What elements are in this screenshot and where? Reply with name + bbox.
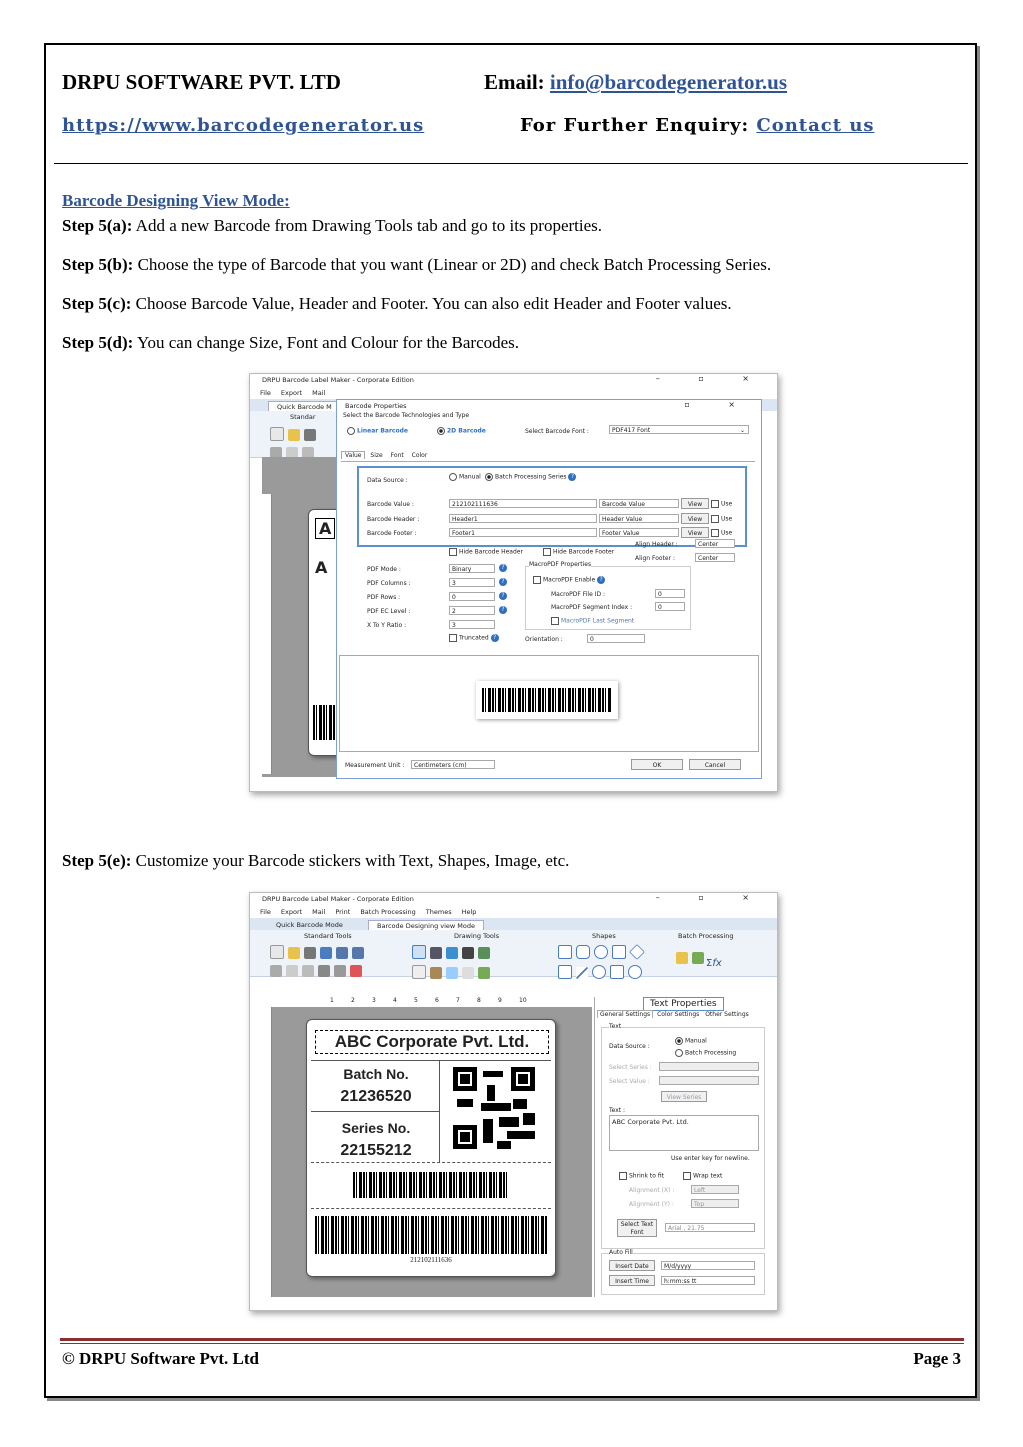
step-text: Choose the type of Barcode that you want (Linear or 2D) and check Batch Processing Series. bbox=[137, 255, 772, 274]
menu-print[interactable]: Print bbox=[335, 908, 351, 916]
enquiry-label: For Further Enquiry: bbox=[520, 115, 750, 136]
new-icon[interactable] bbox=[270, 427, 284, 441]
text-label: Text : bbox=[609, 1107, 626, 1114]
exit-icon[interactable] bbox=[350, 965, 362, 977]
menu-themes[interactable]: Themes bbox=[425, 908, 452, 916]
step-5a bbox=[62, 216, 602, 236]
batch-no-value: 21236520 bbox=[340, 1088, 412, 1105]
qr-finder-dot bbox=[460, 1132, 470, 1142]
label-design[interactable] bbox=[306, 1019, 556, 1277]
align-header-label: Align Header : bbox=[635, 541, 678, 548]
screenshot-barcode-properties bbox=[249, 373, 778, 792]
menu-file[interactable]: File bbox=[260, 389, 271, 397]
shape-icons bbox=[556, 943, 646, 983]
menu-mail[interactable]: Mail bbox=[312, 389, 326, 397]
help-icon[interactable]: ? bbox=[499, 564, 507, 572]
ok-button[interactable]: OK bbox=[631, 759, 683, 770]
window-title: DRPU Barcode Label Maker - Corporate Edition bbox=[250, 893, 777, 906]
orientation-select[interactable]: 0 bbox=[587, 634, 645, 643]
macropdf-file-stepper[interactable]: 0 bbox=[655, 589, 685, 598]
barcode-value-select[interactable]: 212102111636 bbox=[449, 499, 597, 508]
help-icon[interactable]: ? bbox=[499, 606, 507, 614]
select-series-dropdown[interactable] bbox=[659, 1062, 759, 1071]
truncated-checkbox[interactable] bbox=[449, 634, 499, 642]
select-icon[interactable] bbox=[412, 945, 426, 959]
tab-font[interactable]: Font bbox=[390, 452, 404, 459]
ruler-tick: 8 bbox=[477, 997, 481, 1004]
use-label: Use bbox=[721, 515, 733, 523]
select-value-label: Select Value : bbox=[609, 1078, 650, 1085]
toolbar bbox=[250, 411, 340, 458]
copy-icon[interactable] bbox=[286, 965, 298, 977]
use-checkbox[interactable] bbox=[711, 529, 732, 537]
barcode-header-label: Barcode Header : bbox=[367, 516, 420, 523]
pdf417-preview bbox=[476, 681, 618, 719]
label-text-a: A bbox=[315, 518, 335, 539]
text-textarea[interactable]: ABC Corporate Pvt. Ltd. bbox=[609, 1115, 759, 1151]
standard-icons bbox=[268, 943, 366, 981]
barcode-preview-pane bbox=[339, 655, 759, 752]
panel-tabs bbox=[597, 1011, 751, 1018]
radio-icon bbox=[449, 473, 457, 481]
checkbox-icon bbox=[711, 529, 719, 537]
ruler-tick: 3 bbox=[372, 997, 376, 1004]
step-label: Step 5(e): bbox=[62, 851, 132, 870]
checkbox-icon bbox=[543, 548, 551, 556]
step-label: Step 5(b): bbox=[62, 255, 134, 274]
batch-radio[interactable] bbox=[675, 1049, 736, 1057]
tab-general-settings[interactable]: General Settings bbox=[597, 1010, 653, 1018]
2d-radio[interactable] bbox=[437, 427, 486, 435]
qr-module bbox=[523, 1113, 535, 1125]
printer2-icon[interactable] bbox=[334, 965, 346, 977]
footer-copyright: © DRPU Software Pvt. Ltd bbox=[62, 1349, 260, 1368]
align-y-label: Alignment (Y) : bbox=[629, 1201, 674, 1208]
divider bbox=[311, 1111, 439, 1112]
chevron-down-icon: ⌄ bbox=[739, 427, 745, 434]
formula-icon[interactable]: Σfx bbox=[706, 958, 722, 969]
step-label: Step 5(c): bbox=[62, 294, 132, 313]
barcode-header-select[interactable]: Header1 bbox=[449, 514, 597, 523]
checkbox-icon bbox=[449, 634, 457, 642]
tab-value[interactable]: Value bbox=[341, 451, 365, 459]
manual-label: Manual bbox=[685, 1037, 707, 1045]
use-checkbox[interactable] bbox=[711, 500, 732, 508]
qr-module bbox=[513, 1099, 527, 1109]
font-value: PDF417 Font bbox=[612, 427, 651, 434]
help-icons bbox=[499, 564, 507, 620]
window-title: DRPU Barcode Label Maker - Corporate Edition bbox=[250, 374, 777, 387]
star-icon[interactable] bbox=[412, 965, 426, 979]
align-footer-label: Align Footer : bbox=[635, 555, 675, 562]
shrink-checkbox[interactable] bbox=[619, 1172, 664, 1180]
pdf-mode-select[interactable]: Binary bbox=[449, 564, 495, 573]
pdf-rows-stepper[interactable]: 0 bbox=[449, 592, 495, 601]
qr-module bbox=[483, 1071, 503, 1077]
insert-time-button[interactable]: Insert Time bbox=[609, 1275, 655, 1286]
wordart-icon[interactable] bbox=[446, 967, 458, 979]
macropdf-seg-label: MacroPDF Segment Index : bbox=[551, 604, 633, 611]
chart-icon[interactable] bbox=[478, 967, 490, 979]
view-button[interactable]: View bbox=[681, 498, 709, 509]
library-icon[interactable] bbox=[430, 967, 442, 979]
barcode-header-type[interactable]: Header Value bbox=[599, 514, 679, 523]
manual-radio[interactable] bbox=[675, 1037, 707, 1045]
hide-footer-checkbox[interactable] bbox=[543, 548, 614, 556]
window-controls: – ▫ × bbox=[655, 893, 767, 902]
footer-rule-thin bbox=[60, 1343, 964, 1344]
ellipse-icon[interactable] bbox=[594, 945, 608, 959]
qr-module bbox=[507, 1131, 535, 1139]
pdf417-barcode[interactable] bbox=[353, 1172, 509, 1198]
picture-icon[interactable] bbox=[446, 947, 458, 959]
macropdf-last-label: MacroPDF Last Segment bbox=[561, 617, 635, 625]
help-icon[interactable]: ? bbox=[499, 578, 507, 586]
tab-divider bbox=[341, 461, 755, 462]
menu-mail[interactable]: Mail bbox=[312, 908, 326, 916]
redo-icon[interactable] bbox=[352, 947, 364, 959]
orientation-label: Orientation : bbox=[525, 636, 563, 643]
checkbox-icon bbox=[683, 1172, 691, 1180]
ruler-tick: 5 bbox=[414, 997, 418, 1004]
company-name: DRPU SOFTWARE PVT. LTD bbox=[62, 70, 341, 94]
font-select[interactable] bbox=[609, 425, 749, 434]
text-group-label: Text bbox=[609, 1023, 622, 1030]
step-5c bbox=[62, 294, 732, 314]
ruler-tick: 9 bbox=[498, 997, 502, 1004]
star-shape-icon[interactable] bbox=[558, 965, 572, 979]
menu-help[interactable]: Help bbox=[461, 908, 477, 916]
truncated-label: Truncated bbox=[459, 634, 489, 642]
open-icon[interactable] bbox=[288, 429, 300, 441]
batch-label: Batch Processing Series bbox=[495, 473, 567, 481]
triangle-icon[interactable] bbox=[612, 945, 626, 959]
radio-icon bbox=[675, 1049, 683, 1057]
xy-ratio-label: X To Y Ratio : bbox=[367, 622, 407, 629]
align-x-select[interactable]: Left bbox=[691, 1185, 739, 1194]
barcode-footer-select[interactable]: Footer1 bbox=[449, 528, 597, 537]
series-no-value: 22155212 bbox=[340, 1142, 412, 1159]
diamond-icon[interactable] bbox=[629, 944, 645, 960]
wrap-label: Wrap text bbox=[693, 1172, 723, 1180]
dialog-title: Barcode Properties bbox=[345, 402, 407, 410]
hide-header-checkbox[interactable] bbox=[449, 548, 523, 556]
new-icon[interactable] bbox=[270, 945, 284, 959]
wrap-checkbox[interactable] bbox=[683, 1172, 722, 1180]
image-icon[interactable] bbox=[478, 947, 490, 959]
drawing-icons bbox=[410, 943, 492, 983]
time-format-select[interactable]: h:mm:ss tt bbox=[661, 1276, 755, 1285]
manual-label: Manual bbox=[459, 473, 481, 481]
macropdf-group-label: MacroPDF Properties bbox=[529, 561, 592, 568]
lock-icon[interactable] bbox=[302, 965, 314, 977]
text-properties-panel bbox=[594, 997, 770, 1297]
font-label: Select Barcode Font : bbox=[525, 428, 589, 435]
menu-file[interactable]: File bbox=[260, 908, 271, 916]
radio-icon bbox=[347, 427, 355, 435]
linear-label: Linear Barcode bbox=[357, 427, 408, 435]
align-footer-select[interactable]: Center bbox=[695, 553, 735, 562]
checkbox-icon bbox=[551, 617, 559, 625]
menu-export[interactable]: Export bbox=[280, 908, 303, 916]
window-controls: – ▫ × bbox=[655, 374, 767, 383]
pencil-icon[interactable] bbox=[430, 947, 442, 959]
shape-icon[interactable] bbox=[462, 967, 474, 979]
hide-footer-label: Hide Barcode Footer bbox=[553, 548, 615, 556]
shrink-label: Shrink to fit bbox=[629, 1172, 664, 1180]
divider bbox=[311, 1162, 551, 1163]
mode-tabs bbox=[250, 918, 777, 930]
batch-series-icon[interactable] bbox=[692, 952, 704, 964]
contact-link[interactable]: Contact us bbox=[756, 115, 875, 136]
pdf-ec-label: PDF EC Level : bbox=[367, 608, 411, 615]
macropdf-enable-label: MacroPDF Enable bbox=[543, 576, 596, 584]
batch-radio[interactable] bbox=[485, 473, 576, 481]
batch-icons bbox=[674, 950, 722, 969]
pdf-columns-label: PDF Columns : bbox=[367, 580, 411, 587]
qr-finder-dot bbox=[518, 1074, 528, 1084]
radio-icon bbox=[675, 1037, 683, 1045]
newline-hint: Use enter key for newline. bbox=[671, 1155, 750, 1162]
dialog-controls[interactable]: ▫ × bbox=[684, 400, 753, 409]
divider bbox=[439, 1060, 440, 1162]
qr-code bbox=[453, 1067, 535, 1149]
print-icon[interactable] bbox=[304, 429, 316, 441]
group-standard-tools: Standard Tools bbox=[304, 932, 352, 940]
tab-quick-mode[interactable]: Quick Barcode Mode bbox=[276, 921, 343, 929]
email-line bbox=[484, 70, 787, 95]
pdf-rows-label: PDF Rows : bbox=[367, 594, 401, 601]
macropdf-last-checkbox[interactable] bbox=[551, 617, 634, 625]
qr-finder-dot bbox=[460, 1074, 470, 1084]
footer-page-number: Page 3 bbox=[913, 1349, 961, 1368]
help-icon[interactable]: ? bbox=[597, 576, 605, 584]
vertical-ruler bbox=[262, 1007, 272, 1297]
autofill-label: Auto Fill bbox=[609, 1249, 633, 1256]
2d-label: 2D Barcode bbox=[447, 427, 486, 435]
vertical-ruler bbox=[262, 494, 272, 774]
macropdf-seg-stepper[interactable]: 0 bbox=[655, 602, 685, 611]
ruler-tick: 6 bbox=[435, 997, 439, 1004]
panel-title: Text Properties bbox=[643, 997, 724, 1011]
burst-icon[interactable] bbox=[592, 965, 606, 979]
data-source-label: Data Source : bbox=[367, 477, 408, 484]
use-label: Use bbox=[721, 500, 733, 508]
property-tabs bbox=[341, 452, 430, 459]
menu-export[interactable]: Export bbox=[280, 389, 303, 397]
rectangle-icon[interactable] bbox=[558, 945, 572, 959]
grid-icon[interactable] bbox=[320, 947, 332, 959]
email-link[interactable]: info@barcodegenerator.us bbox=[549, 70, 788, 94]
website-link[interactable]: https://www.barcodegenerator.us bbox=[62, 115, 425, 136]
pdf-columns-stepper[interactable]: 3 bbox=[449, 578, 495, 587]
menu-bar bbox=[250, 906, 777, 918]
xy-ratio-stepper[interactable]: 3 bbox=[449, 620, 495, 629]
ruler-tick: 2 bbox=[351, 997, 355, 1004]
measure-label: Measurement Unit : bbox=[345, 762, 405, 769]
pdf-ec-stepper[interactable]: 2 bbox=[449, 606, 495, 615]
print-icon[interactable] bbox=[304, 947, 316, 959]
checkbox-icon bbox=[711, 515, 719, 523]
step-5e bbox=[62, 851, 569, 871]
tab-quick-mode[interactable]: Quick Barcode M bbox=[268, 401, 341, 412]
menu-bar bbox=[250, 387, 777, 399]
hide-header-label: Hide Barcode Header bbox=[459, 548, 523, 556]
footer-rule bbox=[60, 1338, 964, 1341]
divider bbox=[311, 1060, 551, 1061]
header-divider bbox=[54, 163, 968, 164]
barcode-properties-dialog bbox=[336, 399, 762, 779]
select-series-label: Select Series : bbox=[609, 1064, 652, 1071]
view-series-button[interactable]: View Series bbox=[661, 1091, 707, 1102]
ruler-tick: 4 bbox=[393, 997, 397, 1004]
barcode-icon[interactable] bbox=[462, 947, 474, 959]
label-title-text[interactable]: ABC Corporate Pvt. Ltd. bbox=[315, 1030, 549, 1054]
printer-icon[interactable] bbox=[318, 965, 330, 977]
group-batch-processing: Batch Processing bbox=[678, 932, 734, 940]
qr-module bbox=[487, 1085, 495, 1101]
divider bbox=[311, 1208, 551, 1209]
menu-batch[interactable]: Batch Processing bbox=[360, 908, 416, 916]
qr-module bbox=[497, 1141, 511, 1149]
cut-icon[interactable] bbox=[270, 965, 282, 977]
ruler-tick: 1 bbox=[330, 997, 334, 1004]
view-button[interactable]: View bbox=[681, 527, 709, 538]
line-icon[interactable] bbox=[576, 967, 588, 979]
tab-designing-mode[interactable]: Barcode Designing view Mode bbox=[368, 920, 484, 931]
insert-date-button[interactable]: Insert Date bbox=[609, 1260, 655, 1271]
align-header-select[interactable]: Center bbox=[695, 539, 735, 548]
step-5d bbox=[62, 333, 519, 353]
macropdf-enable-checkbox[interactable] bbox=[533, 576, 605, 584]
help-icon[interactable]: ? bbox=[568, 473, 576, 481]
help-icon[interactable]: ? bbox=[499, 592, 507, 600]
email-label: Email: bbox=[484, 70, 545, 94]
barcode-value-text: 212102111636 bbox=[410, 1256, 452, 1264]
step-text: Add a new Barcode from Drawing Tools tab and go to its properties. bbox=[135, 216, 603, 235]
tech-group-label: Select the Barcode Technologies and Type bbox=[343, 412, 470, 419]
cross-icon[interactable] bbox=[610, 965, 624, 979]
batch-edit-icon[interactable] bbox=[676, 952, 688, 964]
help-icon[interactable]: ? bbox=[491, 634, 499, 642]
rounded-rect-icon[interactable] bbox=[576, 945, 590, 959]
checkbox-icon bbox=[711, 500, 719, 508]
step-5b bbox=[62, 255, 771, 275]
batch-no-label: Batch No. bbox=[343, 1066, 409, 1082]
date-format-select[interactable]: M/d/yyyy bbox=[661, 1261, 755, 1270]
align-y-select[interactable]: Top bbox=[691, 1199, 739, 1208]
toolbar-group-label: Standar bbox=[290, 413, 316, 421]
label-text-a2: A bbox=[315, 558, 328, 577]
toolbar bbox=[250, 930, 777, 977]
step-text: Customize your Barcode stickers with Text, Shapes, Image, etc. bbox=[135, 851, 570, 870]
step-label: Step 5(a): bbox=[62, 216, 133, 235]
section-title: Barcode Designing View Mode: bbox=[62, 191, 290, 210]
pdf-mode-label: PDF Mode : bbox=[367, 566, 401, 573]
select-text-font-button[interactable]: Select Text Font bbox=[617, 1219, 657, 1237]
qr-module bbox=[481, 1103, 511, 1111]
barcode-value-type[interactable]: Barcode Value bbox=[599, 499, 679, 508]
step-text: Choose Barcode Value, Header and Footer. You can also edit Header and Footer values. bbox=[135, 294, 732, 313]
linear-radio[interactable] bbox=[347, 427, 408, 435]
ruler-tick: 7 bbox=[456, 997, 460, 1004]
checkbox-icon bbox=[449, 548, 457, 556]
macropdf-file-label: MacroPDF File ID : bbox=[551, 591, 606, 598]
checkbox-icon bbox=[533, 576, 541, 584]
use-label: Use bbox=[721, 529, 733, 537]
tab-other-settings[interactable]: Other Settings bbox=[705, 1011, 749, 1018]
radio-icon bbox=[437, 427, 445, 435]
qr-module bbox=[483, 1119, 493, 1143]
cancel-button[interactable]: Cancel bbox=[689, 759, 741, 770]
series-no-label: Series No. bbox=[341, 1120, 411, 1136]
select-value-dropdown[interactable] bbox=[659, 1076, 759, 1085]
data-source-label: Data Source : bbox=[609, 1043, 650, 1050]
open-icon[interactable] bbox=[288, 947, 300, 959]
radio-icon bbox=[485, 473, 493, 481]
tab-color[interactable]: Color bbox=[411, 452, 428, 459]
measure-select[interactable]: Centimeters (cm) bbox=[411, 760, 495, 769]
barcode-value-label: Barcode Value : bbox=[367, 501, 414, 508]
qr-module bbox=[457, 1099, 473, 1107]
enquiry-line bbox=[520, 115, 875, 136]
batch-label: Batch Processing bbox=[685, 1049, 737, 1057]
arc-icon[interactable] bbox=[628, 965, 642, 979]
pdf417-barcode bbox=[482, 688, 612, 712]
step-label: Step 5(d): bbox=[62, 333, 134, 352]
checkbox-icon bbox=[619, 1172, 627, 1180]
align-x-label: Alignment (X) : bbox=[629, 1187, 675, 1194]
linear-barcode[interactable] bbox=[315, 1216, 547, 1254]
qr-module bbox=[499, 1117, 519, 1127]
ruler-tick: 10 bbox=[519, 997, 527, 1004]
use-checkbox[interactable] bbox=[711, 515, 732, 523]
barcode-footer-label: Barcode Footer : bbox=[367, 530, 417, 537]
screenshot-designing-view bbox=[249, 892, 778, 1311]
tab-size[interactable]: Size bbox=[370, 452, 383, 459]
manual-radio[interactable] bbox=[449, 473, 481, 481]
font-display: Arial , 21.75 bbox=[665, 1223, 755, 1232]
group-shapes: Shapes bbox=[592, 932, 616, 940]
barcode-footer-type[interactable]: Footer Value bbox=[599, 528, 679, 537]
undo-icon[interactable] bbox=[336, 947, 348, 959]
step-text: You can change Size, Font and Colour for the Barcodes. bbox=[136, 333, 520, 352]
tab-color-settings[interactable]: Color Settings bbox=[657, 1011, 700, 1018]
view-button[interactable]: View bbox=[681, 513, 709, 524]
group-drawing-tools: Drawing Tools bbox=[454, 932, 500, 940]
